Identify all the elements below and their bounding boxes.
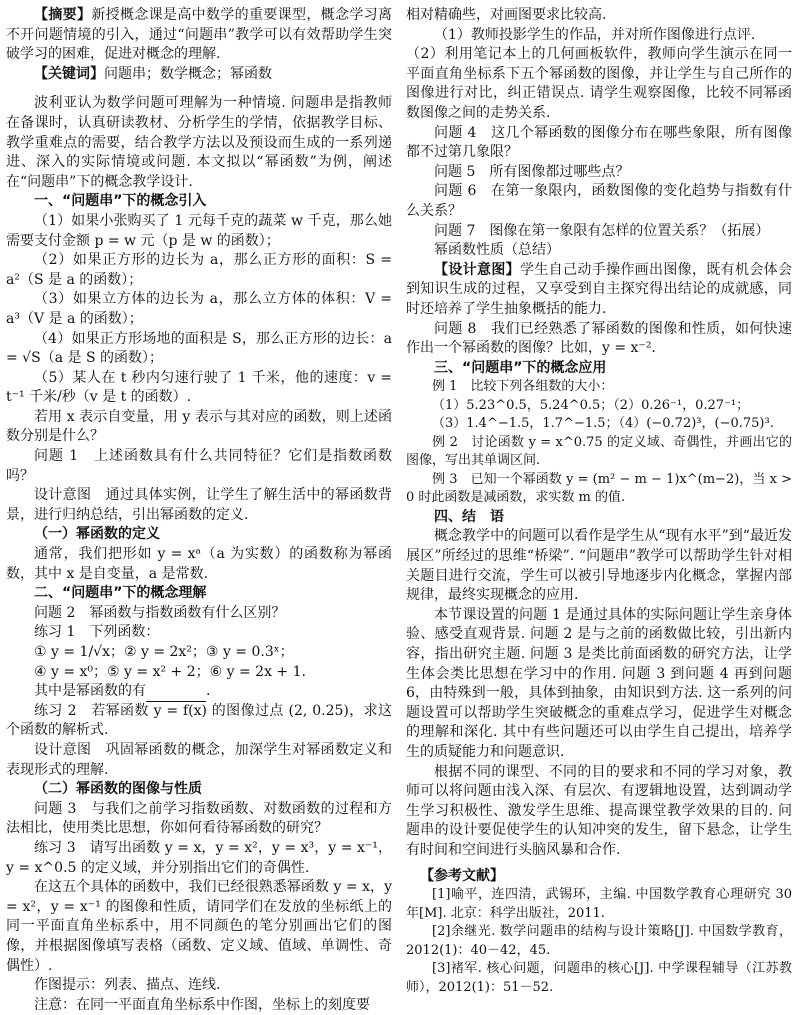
subsection-graph-heading: （二）幂函数的图像与性质 <box>34 781 202 798</box>
exercise-3: 练习 3 请写出函数 y = x，y = x²，y = x³，y = x⁻¹，y = x^0.5 的定义域，并分别指出它们的奇偶性. <box>6 839 392 876</box>
section-2-heading: 二、“问题串”下的概念理解 <box>34 585 207 602</box>
abstract <box>6 6 392 65</box>
example-2: 例 2 讨论函数 y = x^0.75 的定义域、奇偶性，并画出它的图像，写出其单调区间. <box>406 434 792 469</box>
intro-paragraph: 波利亚认为数学问题可理解为一种情境. 问题串是指教师在备课时，认真研读教材、分析学生的学情，依据教学目标、教学重难点的需要，结合教学方法以及预设而生成的一系列递进、深入的实际情境或问题. 本文拟以“幂函数”为例，阐述在“问题串”下的概念教学设计. <box>6 95 392 190</box>
graphing-note-continued: 相对精确些，对画图要求比较高. <box>406 7 607 23</box>
reference-3: [3]褚军. 核心问题，问题串的核心[J]. 中学课程辅导（江苏教师），2012(1)：51－52. <box>406 961 792 995</box>
example-item-2: （2）如果正方形的边长为 a，那么正方形的面积：S = a²（S 是 a 的函数）； <box>6 252 392 288</box>
conclusion-paragraph-1: 概念教学中的问题可以看作是学生从“现有水平”到“最近发展区”所经过的思维“桥梁”. “问题串”教学可以帮助学生针对相关题目进行交流，学生可以被引导地逐步内化概念，掌握内部规律，最终实现概念的应用. <box>406 528 792 604</box>
question-2: 问题 2 幂函数与指数函数有什么区别？ <box>34 604 286 621</box>
keywords-text: 问题串；数学概念；幂函数 <box>104 65 272 82</box>
example-item-1: （1）如果小张购买了 1 元每千克的蔬菜 w 千克，那么她需要支付金额 p = w 元（p 是 w 的函数）； <box>6 212 392 249</box>
exercise-1-options-b: ④ y = x⁰；⑤ y = x² + 2；⑥ y = 2x + 1. <box>34 663 306 680</box>
answer-blank <box>146 687 206 702</box>
graphing-instructions: 在这五个具体的函数中，我们已经很熟悉幂函数 y = x，y = x²，y = x⁻¹ 的图像和性质，请同学们在发放的坐标纸上的同一平面直角坐标系中，用不同颜色的笔分别画出它们的图像，并根据图像填写表格（函数、定义域、值域、单调性、奇偶性）. <box>6 879 392 974</box>
example-item-4: （4）如果正方形场地的面积是 S，那么正方形的边长：a = √S（a 是 S 的函数）； <box>6 330 392 367</box>
teacher-step-1: （1）教师投影学生的作品，并对所作图像进行点评. <box>434 26 756 43</box>
exercise-1-question-text: 其中是幂函数的有 <box>34 683 146 700</box>
example-3: 例 3 已知一个幂函数 y = (m² − m − 1)x^(m−2)，当 x > 0 时此函数是减函数，求实数 m 的值. <box>406 471 792 506</box>
subsection-definition-heading: （一）幂函数的定义 <box>34 526 160 543</box>
example-1: 例 1 比较下列各组数的大小： <box>432 379 614 395</box>
right-column <box>406 6 792 997</box>
question-8: 问题 8 我们已经熟悉了幂函数的图像和性质，如何快速作出一个幂函数的图像？比如，y = x⁻². <box>406 320 792 357</box>
design-intent-1: 设计意图 通过具体实例，让学生了解生活中的幂函数背景，进行归纳总结，引出幂函数的定义. <box>6 487 392 523</box>
example-item-3: （3）如果立方体的边长为 a，那么立方体的体积：V = a³（V 是 a 的函数）； <box>6 291 392 327</box>
left-column <box>6 6 392 1015</box>
exercise-2: 练习 2 若幂函数 y = f(x) 的图像过点 (2, 0.25)，求这个函数的解析式. <box>6 702 392 739</box>
abstract-label: 【摘要】 <box>34 7 92 23</box>
section-4-heading: 四、结 语 <box>434 508 504 525</box>
question-4: 问题 4 这几个幂函数的图像分布在哪些象限，所有图像都不过第几象限？ <box>406 124 792 161</box>
conclusion-paragraph-3: 根据不同的课型、不同的目的要求和不同的学习对象，教师可以将问题由浅入深、有层次、有逻辑地设置，达到调动学生学习积极性、激发学生思维、提高课堂教学效果的目的. 问题串的设计要促使学生的认知冲突的发生，留下悬念，让学生有时间和空间进行头脑风暴和合作. <box>406 763 792 858</box>
question-6: 问题 6 在第一象限内，函数图像的变化趋势与指数有什么关系？ <box>406 183 792 219</box>
definition-paragraph: 通常，我们把形如 y = xᵃ（a 为实数）的函数称为幂函数，其中 x 是自变量，a 是常数. <box>6 546 392 582</box>
graphing-hint: 作图提示：列表、描点、连线. <box>34 977 221 994</box>
exercise-1-options-a: ① y = 1/√x；② y = 2x²；③ y = 0.3ˣ； <box>34 644 294 660</box>
references-title: 【参考文献】 <box>420 868 504 885</box>
graphing-note: 注意：在同一平面直角坐标系中作图，坐标上的刻度要 <box>34 996 370 1013</box>
exercise-1-question: 其中是幂函数的有 . <box>6 682 392 702</box>
section-1-heading: 一、“问题串”下的概念引入 <box>34 193 207 210</box>
keywords <box>6 65 392 85</box>
question-3: 问题 3 与我们之前学习指数函数、对数函数的过程和方法相比，使用类比思想，你如何看待幂函数的研究？ <box>6 800 392 837</box>
keywords-label: 【关键词】 <box>34 65 104 82</box>
example-1-parts-a: （1）5.23^0.5，5.24^0.5；（2）0.26⁻¹，0.27⁻¹； <box>432 397 750 413</box>
reference-2: [2]余继光. 数学问题串的结构与设计策略[J]. 中国数学教育，2012(1)：40－42，45. <box>406 924 792 958</box>
example-item-5: （5）某人在 t 秒内匀速行驶了 1 千米，他的速度：v = t⁻¹ 千米/秒（v 是 t 的函数）. <box>6 369 392 406</box>
section-3-heading: 三、“问题串”下的概念应用 <box>434 359 607 376</box>
conclusion-paragraph-2: 本节课设置的问题 1 是通过具体的实际问题让学生亲身体验、感受直观背景. 问题 2 是与之前的函数做比较，引出新内容，指出研究主题. 问题 3 是类比前面函数的研究方法，让学生体会类比思想在学习中的作用. 问题 3 到问题 4 再到问题 6，由特殊到一般，具体到抽象，由知识到方法. 这一系列的问题设置可以帮助学生突破概念的重难点学习，促进学生对概念的理解和深化. 其中有些问题还可以由学生自己提出，培养学生的质疑能力和问题意识. <box>406 606 792 760</box>
teacher-step-2: （2）利用笔记本上的几何画板软件，教师向学生演示在同一平面直角坐标系下五个幂函数的图像，并让学生与自己所作的图像进行对比，纠正错误点. 请学生观察图像，比较不同幂函数图像之间的走势关系. <box>406 46 792 121</box>
properties-summary: 幂函数性质（总结） <box>434 242 560 259</box>
design-intent-2: 设计意图 巩固幂函数的概念，加深学生对幂函数定义和表现形式的理解. <box>6 741 392 778</box>
design-intent-3 <box>406 261 792 320</box>
question-5: 问题 5 所有图像都过哪些点？ <box>434 163 630 180</box>
exercise-1: 练习 1 下列函数： <box>34 624 160 641</box>
question-1: 问题 1 上述函数具有什么共同特征？它们是指数函数吗？ <box>6 448 392 484</box>
design-intent-3-label: 【设计意图】 <box>434 261 520 278</box>
abstract-text: 新授概念课是高中数学的重要课型，概念学习离不开问题情境的引入，通过“问题串”教学可以有效帮助学生突破学习的困难，促进对概念的理解. <box>6 7 393 63</box>
references <box>406 866 792 997</box>
variable-question: 若用 x 表示自变量，用 y 表示与其对应的函数，则上述函数分别是什么？ <box>6 408 392 445</box>
design-intent-3-text: 学生自己动手操作画出图像，既有机会体会到知识生成的过程，又享受到自主探究得出结论的成就感，同时还培养了学生抽象概括的能力. <box>406 261 792 317</box>
example-1-parts-b: （3）1.4^−1.5，1.7^−1.5；（4）(−0.72)³，(−0.75)³. <box>432 416 774 432</box>
reference-1: [1]喻平，连四清，武锡环，主编. 中国数学教育心理研究 30 年[M]. 北京：科学出版社，2011. <box>406 887 792 921</box>
question-7: 问题 7 图像在第一象限有怎样的位置关系？（拓展） <box>434 222 770 239</box>
